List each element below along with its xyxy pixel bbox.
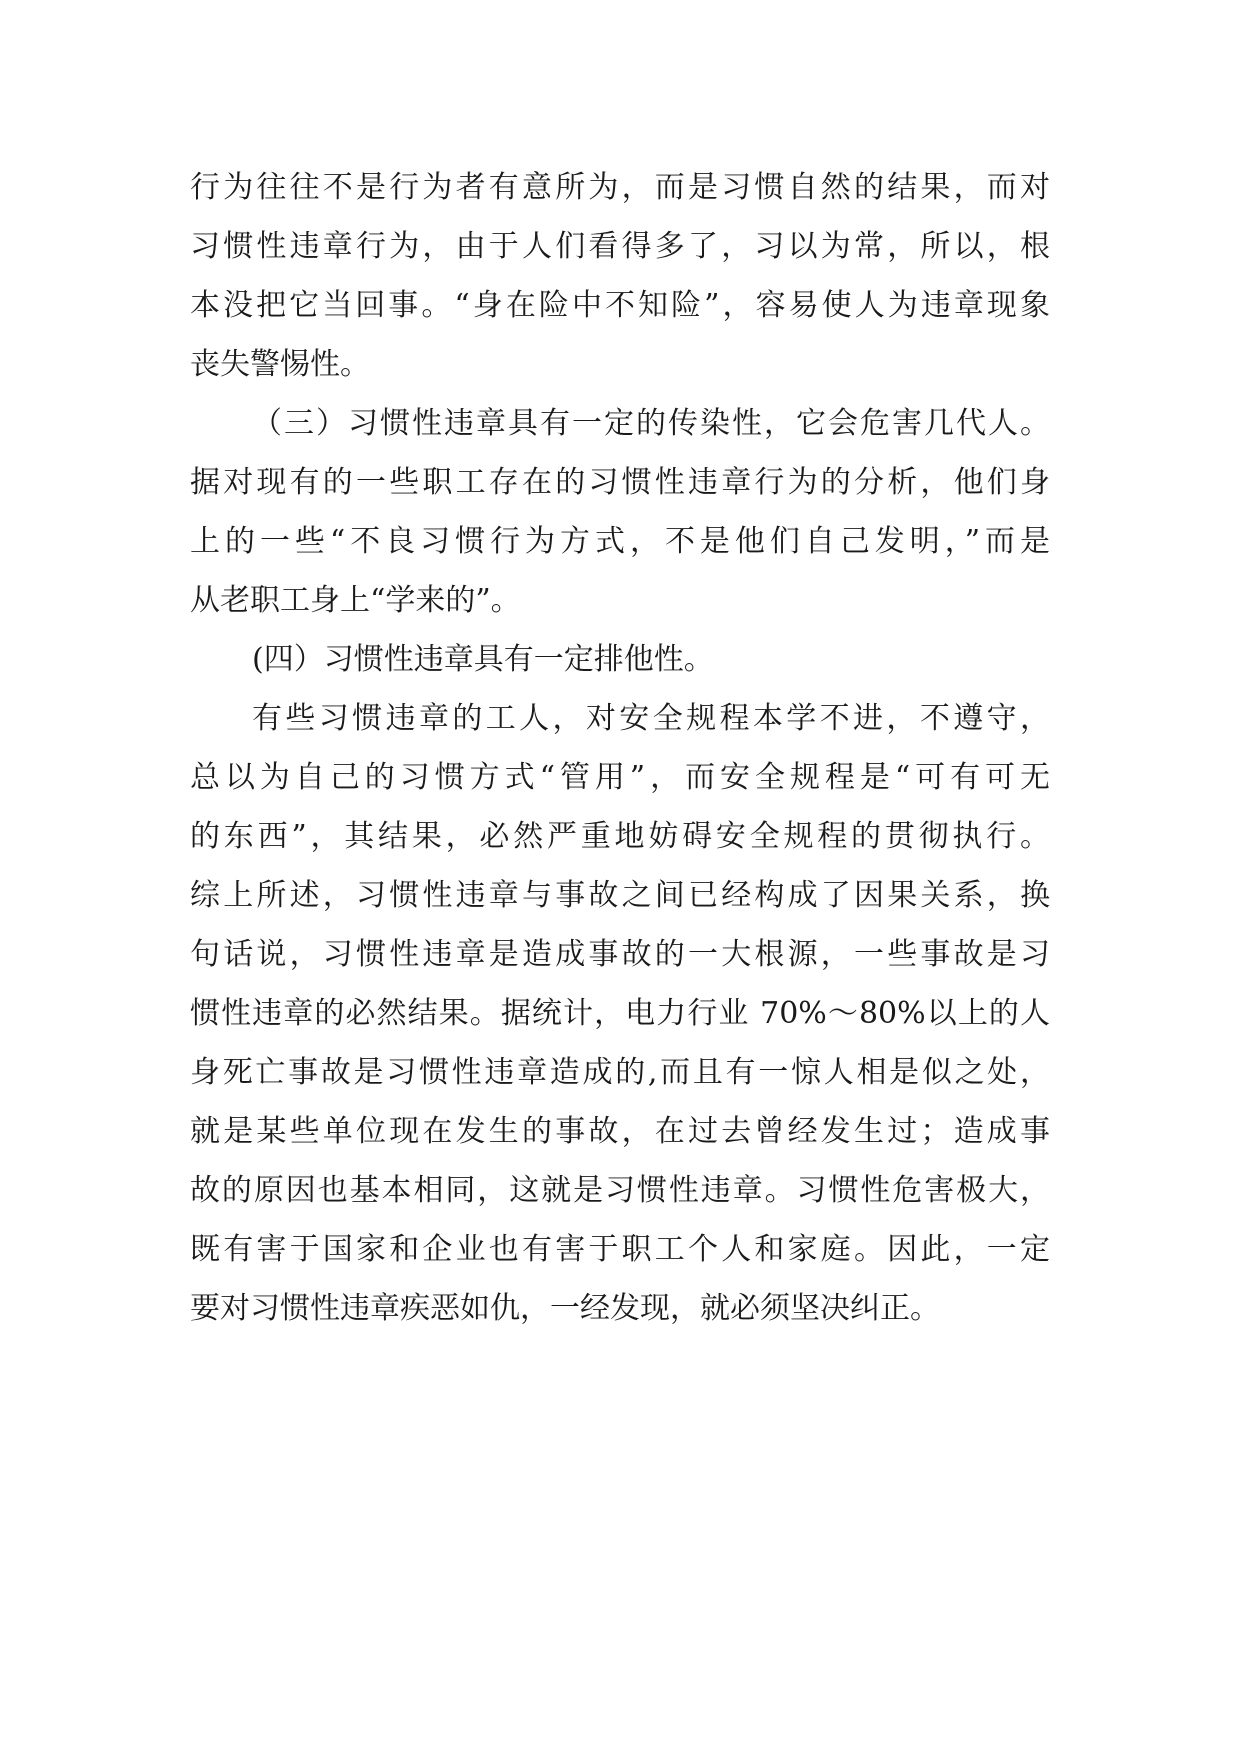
text-line: 上的一些“不良习惯行为方式，不是他们自己发明，”而是 — [190, 524, 1050, 559]
text-line: 据对现有的一些职工存在的习惯性违章行为的分析，他们身 — [190, 465, 1050, 500]
body-text — [190, 158, 1050, 1338]
text-line: 故的原因也基本相同，这就是习惯性违章。习惯性危害极大， — [190, 1173, 1050, 1208]
text-line: 综上所述，习惯性违章与事故之间已经构成了因果关系，换 — [190, 878, 1050, 913]
text-line: 既有害于国家和企业也有害于职工个人和家庭。因此，一定 — [190, 1232, 1050, 1267]
text-line: 的东西”，其结果，必然严重地妨碍安全规程的贯彻执行。 — [190, 819, 1050, 854]
text-line: 从老职工身上“学来的”。 — [190, 583, 521, 618]
text-line: 行为往往不是行为者有意所为，而是习惯自然的结果，而对 — [190, 170, 1050, 205]
text-line: 句话说，习惯性违章是造成事故的一大根源，一些事故是习 — [190, 937, 1050, 972]
text-line: 有些习惯违章的工人，对安全规程本学不进，不遵守， — [252, 701, 1050, 736]
text-line: 就是某些单位现在发生的事故，在过去曾经发生过；造成事 — [190, 1114, 1050, 1149]
text-line: 要对习惯性违章疾恶如仇，一经发现，就必须坚决纠正。 — [190, 1291, 940, 1326]
text-line: 本没把它当回事。“身在险中不知险”，容易使人为违章现象 — [190, 288, 1050, 323]
text-line: 总以为自己的习惯方式“管用”，而安全规程是“可有可无 — [190, 760, 1050, 795]
text-line: 身死亡事故是习惯性违章造成的,而且有一惊人相是似之处， — [190, 1055, 1050, 1090]
section-heading-three: （三）习惯性违章具有一定的传染性，它会危害几代人。 — [252, 406, 1050, 441]
text-line: 惯性违章的必然结果。据统计，电力行业 70%～80%以上的人 — [190, 996, 1050, 1031]
section-heading-four: (四）习惯性违章具有一定排他性。 — [252, 642, 714, 677]
text-line: 习惯性违章行为，由于人们看得多了，习以为常，所以，根 — [190, 229, 1050, 264]
text-line: 丧失警惕性。 — [190, 347, 370, 382]
